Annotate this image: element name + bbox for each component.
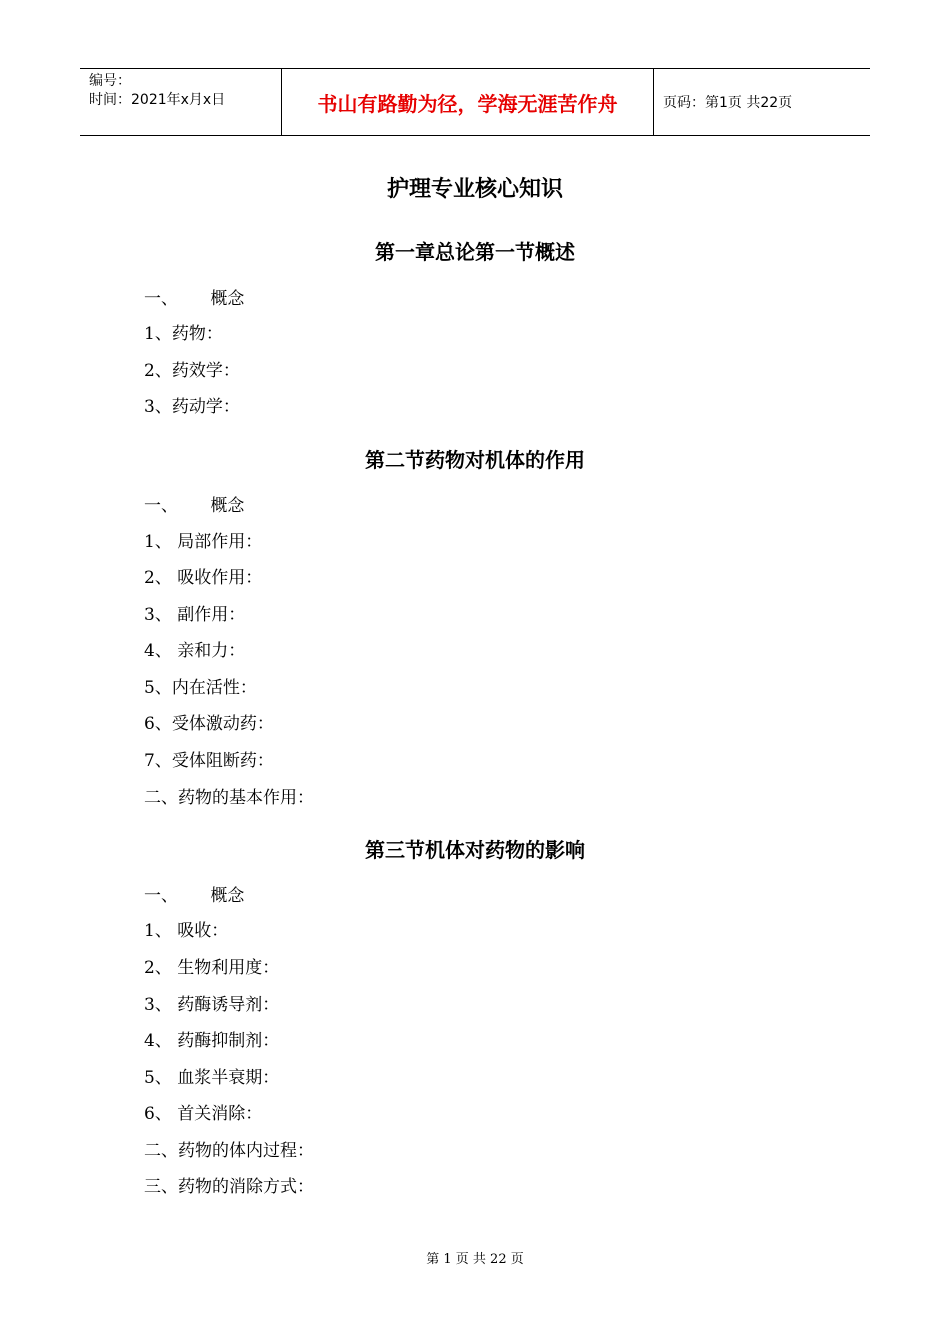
list-item: 7、受体阻断药： [144,751,274,771]
list-item: 一、 概念 [144,886,245,906]
time-label: 时间：2021年x月x日 [89,92,226,108]
list-item: 一、 概念 [144,496,245,516]
list-item: 3、 副作用： [144,605,246,625]
section-title-3: 第三节机体对药物的影响 [365,838,585,862]
page-header [80,68,870,136]
page-info: 页码：第1页 共22页 [663,95,793,111]
list-item: 1、药物： [144,324,223,344]
document-title: 护理专业核心知识 [386,176,563,202]
header-meta [80,69,282,135]
list-item: 2、药效学： [144,361,240,381]
list-item: 一、 概念 [144,289,245,309]
page-footer: 第 1 页 共 22 页 [426,1252,524,1267]
list-item: 5、 血浆半衰期： [144,1068,280,1088]
list-item: 6、受体激动药： [144,714,274,734]
list-item: 1、 局部作用： [144,532,263,552]
list-item: 2、 生物利用度： [144,958,280,978]
list-item: 二、药物的体内过程： [144,1141,314,1161]
list-item: 3、 药酶诱导剂： [144,995,280,1015]
list-item: 5、内在活性： [144,678,257,698]
list-item: 4、 亲和力： [144,641,246,661]
number-label: 编号： [89,73,131,89]
motto: 书山有路勤为径，学海无涯苦作舟 [282,69,654,135]
list-item: 6、 首关消除： [144,1104,263,1124]
section-title-2: 第二节药物对机体的作用 [365,448,585,472]
list-item: 二、药物的基本作用： [144,788,314,808]
list-item: 3、药动学： [144,397,240,417]
list-item: 2、 吸收作用： [144,568,263,588]
list-item: 1、 吸收： [144,921,229,941]
list-item: 4、 药酶抑制剂： [144,1031,280,1051]
section-title-1: 第一章总论第一节概述 [375,240,575,264]
list-item: 三、药物的消除方式： [144,1177,314,1197]
